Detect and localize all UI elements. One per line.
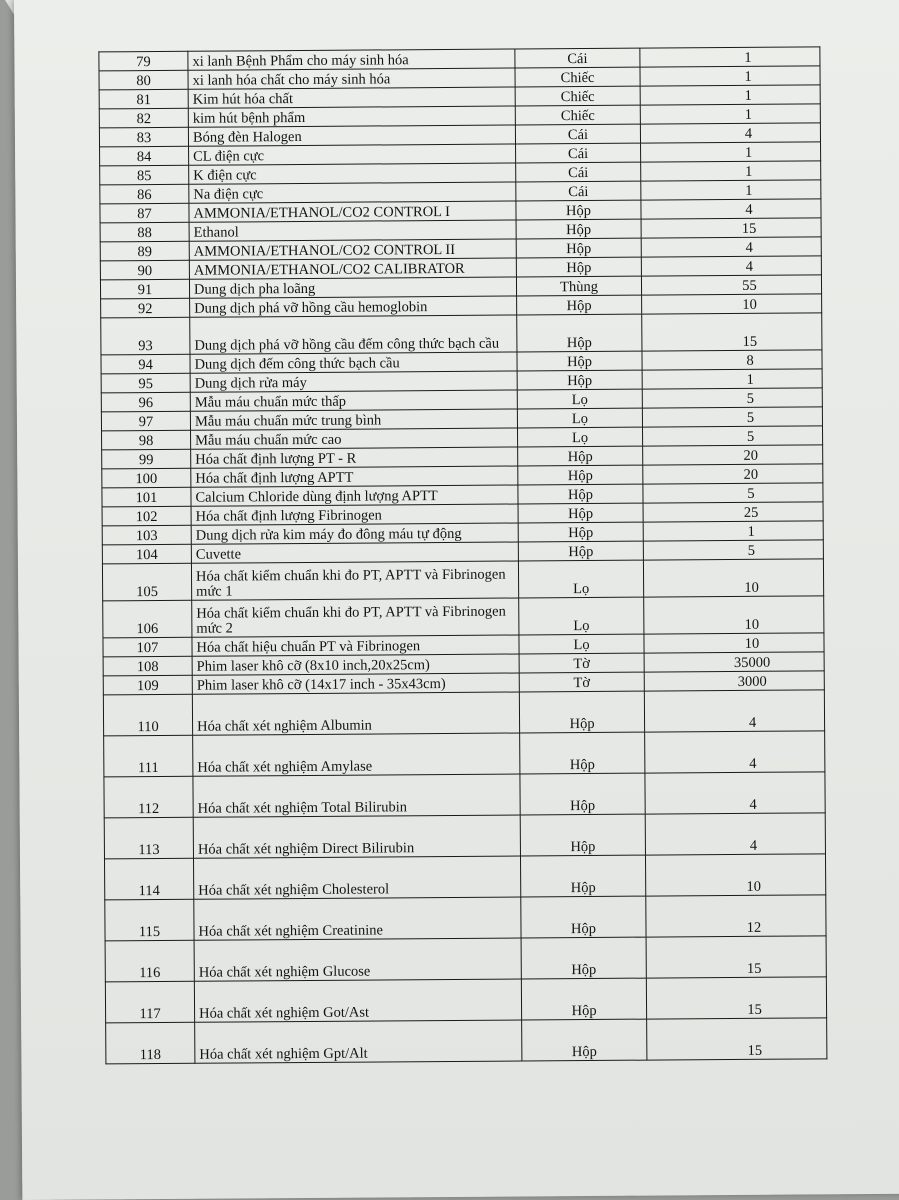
supply-table	[98, 46, 827, 1064]
item-name: Dung dịch pha loãng	[189, 277, 516, 298]
row-number: 81	[99, 89, 188, 109]
row-number: 94	[101, 354, 190, 374]
item-name: kim hút bệnh phẩm	[188, 106, 515, 127]
item-unit: Cái	[516, 162, 641, 182]
item-unit: Hộp	[516, 238, 641, 258]
item-unit: Hộp	[521, 896, 646, 938]
item-name: Hóa chất hiệu chuẩn PT và Fibrinogen	[192, 635, 519, 656]
table-row	[105, 977, 826, 1023]
item-quantity: 12	[646, 895, 826, 937]
item-name: xi lanh hóa chất cho máy sinh hóa	[188, 68, 515, 89]
table-body	[99, 47, 827, 1064]
item-quantity: 4	[641, 256, 821, 276]
item-quantity: 15	[647, 1018, 827, 1060]
row-number: 97	[101, 411, 190, 431]
item-unit: Hộp	[522, 1019, 647, 1061]
item-name: Hóa chất xét nghiệm Cholesterol	[193, 856, 520, 899]
row-number: 98	[102, 430, 191, 450]
item-quantity: 1	[642, 369, 822, 389]
row-number: 84	[100, 146, 189, 166]
row-number: 107	[103, 637, 192, 657]
row-number: 88	[100, 222, 189, 242]
item-unit: Chiếc	[515, 105, 640, 125]
row-number: 95	[101, 373, 190, 393]
item-name: Phim laser khô cỡ (8x10 inch,20x25cm)	[192, 654, 519, 675]
item-quantity: 20	[643, 445, 823, 465]
item-unit: Lọ	[517, 389, 642, 409]
item-name: Cuvette	[191, 542, 518, 563]
document-page	[14, 0, 899, 1200]
table-row	[105, 895, 826, 941]
item-quantity: 10	[643, 559, 823, 597]
item-quantity: 1	[640, 66, 820, 86]
row-number: 104	[102, 544, 191, 564]
item-name: Hóa chất xét nghiệm Direct Bilirubin	[193, 815, 520, 858]
item-name: Hóa chất định lượng APTT	[191, 466, 518, 487]
item-unit: Hộp	[520, 855, 645, 897]
row-number: 112	[104, 776, 193, 818]
item-quantity: 1	[640, 85, 820, 105]
row-number: 116	[105, 940, 194, 982]
item-name: Dung dịch rửa máy	[190, 371, 517, 392]
item-quantity: 4	[645, 813, 825, 855]
item-name: Hóa chất xét nghiệm Glucose	[194, 938, 521, 981]
item-unit: Hộp	[518, 484, 643, 504]
row-number: 115	[105, 899, 194, 941]
item-unit: Lọ	[519, 597, 644, 635]
item-unit: Hộp	[518, 522, 643, 542]
item-quantity: 10	[644, 633, 824, 653]
row-number: 106	[103, 600, 192, 638]
item-quantity: 4	[640, 123, 820, 143]
item-unit: Hộp	[518, 446, 643, 466]
item-name: AMMONIA/ETHANOL/CO2 CALIBRATOR	[189, 258, 516, 279]
item-unit: Cái	[515, 48, 640, 68]
item-name: Hóa chất kiểm chuẩn khi đo PT, APTT và Fibrinogen mức 2	[192, 598, 519, 637]
item-quantity: 20	[643, 464, 823, 484]
item-quantity: 1	[643, 521, 823, 541]
item-quantity: 15	[642, 313, 822, 351]
item-quantity: 4	[645, 731, 825, 773]
item-name: Hóa chất xét nghiệm Got/Ast	[194, 979, 521, 1022]
item-quantity: 1	[641, 180, 821, 200]
item-name: Hóa chất xét nghiệm Gpt/Alt	[195, 1020, 522, 1063]
item-unit: Cái	[515, 124, 640, 144]
row-number: 90	[100, 260, 189, 280]
item-quantity: 4	[641, 237, 821, 257]
item-name: Hóa chất định lượng Fibrinogen	[191, 504, 518, 525]
item-unit: Chiếc	[515, 86, 640, 106]
row-number: 108	[103, 656, 192, 676]
item-quantity: 10	[645, 854, 825, 896]
row-number: 85	[100, 165, 189, 185]
item-unit: Hộp	[520, 814, 645, 856]
item-quantity: 5	[642, 388, 822, 408]
item-unit: Hộp	[517, 295, 642, 315]
item-quantity: 15	[641, 218, 821, 238]
item-unit: Thùng	[516, 276, 641, 296]
row-number: 96	[101, 392, 190, 412]
item-unit: Hộp	[520, 773, 645, 815]
row-number: 118	[106, 1022, 195, 1064]
item-name: Hóa chất kiểm chuẩn khi đo PT, APTT và Fibrinogen mức 1	[191, 561, 518, 600]
row-number: 114	[104, 858, 193, 900]
row-number: 93	[101, 317, 190, 355]
item-quantity: 4	[644, 690, 824, 732]
row-number: 91	[100, 279, 189, 299]
item-unit: Hộp	[517, 314, 642, 352]
item-quantity: 1	[640, 47, 820, 67]
item-quantity: 55	[641, 275, 821, 295]
item-quantity: 3000	[644, 671, 824, 691]
item-name: Hóa chất xét nghiệm Albumin	[192, 692, 519, 735]
row-number: 102	[102, 506, 191, 526]
item-quantity: 15	[646, 936, 826, 978]
item-unit: Hộp	[517, 370, 642, 390]
item-name: Dung dịch phá vỡ hồng cầu đếm công thức bạch cầu	[190, 315, 517, 354]
item-quantity: 1	[641, 161, 821, 181]
row-number: 117	[105, 981, 194, 1023]
item-name: Kim hút hóa chất	[188, 87, 515, 108]
table-row	[104, 731, 825, 777]
item-name: CL điện cực	[189, 144, 516, 165]
item-name: xi lanh Bệnh Phẩm cho máy sinh hóa	[188, 49, 515, 70]
item-name: AMMONIA/ETHANOL/CO2 CONTROL II	[189, 239, 516, 260]
item-unit: Hộp	[516, 257, 641, 277]
table-row	[106, 1018, 827, 1064]
table-row	[103, 690, 824, 736]
item-unit: Hộp	[521, 978, 646, 1020]
table-row	[104, 854, 825, 900]
row-number: 113	[104, 817, 193, 859]
item-unit: Lọ	[518, 560, 643, 598]
item-name: Mẫu máu chuẩn mức thấp	[190, 390, 517, 411]
row-number: 103	[102, 525, 191, 545]
item-quantity: 8	[642, 350, 822, 370]
row-number: 87	[100, 203, 189, 223]
item-quantity: 5	[642, 407, 822, 427]
item-quantity: 10	[642, 294, 822, 314]
row-number: 89	[100, 241, 189, 261]
table-row	[104, 772, 825, 818]
table-row	[101, 313, 822, 355]
item-quantity: 4	[645, 772, 825, 814]
item-quantity: 10	[644, 596, 824, 634]
item-unit: Lọ	[518, 427, 643, 447]
item-unit: Tờ	[519, 653, 644, 673]
item-name: Dung dịch rửa kim máy đo đông máu tự động	[191, 523, 518, 544]
item-unit: Cái	[516, 181, 641, 201]
row-number: 80	[99, 70, 188, 90]
item-quantity: 4	[641, 199, 821, 219]
item-unit: Hộp	[517, 351, 642, 371]
item-name: Hóa chất xét nghiệm Creatinine	[194, 897, 521, 940]
item-unit: Chiếc	[515, 67, 640, 87]
item-quantity: 1	[640, 104, 820, 124]
row-number: 83	[99, 127, 188, 147]
item-unit: Lọ	[519, 634, 644, 654]
row-number: 109	[103, 675, 192, 695]
item-unit: Hộp	[516, 219, 641, 239]
item-unit: Tờ	[519, 672, 644, 692]
item-name: Hóa chất định lượng PT - R	[191, 447, 518, 468]
item-unit: Hộp	[518, 541, 643, 561]
row-number: 105	[102, 563, 191, 601]
row-number: 100	[102, 468, 191, 488]
table-row	[105, 936, 826, 982]
item-quantity: 1	[641, 142, 821, 162]
item-quantity: 5	[643, 540, 823, 560]
row-number: 86	[100, 184, 189, 204]
item-unit: Hộp	[516, 200, 641, 220]
item-quantity: 25	[643, 502, 823, 522]
item-name: Na điện cực	[189, 182, 516, 203]
item-quantity: 15	[646, 977, 826, 1019]
item-name: Calcium Chloride dùng định lượng APTT	[191, 485, 518, 506]
item-unit: Cái	[516, 143, 641, 163]
item-unit: Hộp	[518, 465, 643, 485]
item-name: Phim laser khô cỡ (14x17 inch - 35x43cm)	[192, 673, 519, 694]
item-name: Mẫu máu chuẩn mức cao	[191, 428, 518, 449]
item-name: Ethanol	[189, 220, 516, 241]
row-number: 92	[101, 298, 190, 318]
item-name: Mẫu máu chuẩn mức trung bình	[190, 409, 517, 430]
row-number: 111	[104, 735, 193, 777]
row-number: 101	[102, 487, 191, 507]
item-name: Dung dịch phá vỡ hồng cầu hemoglobin	[190, 296, 517, 317]
table-row	[103, 596, 824, 638]
item-name: Dung dịch đếm công thức bạch cầu	[190, 352, 517, 373]
row-number: 110	[103, 694, 192, 736]
item-name: Hóa chất xét nghiệm Amylase	[193, 733, 520, 776]
table-row	[102, 559, 823, 601]
table-row	[104, 813, 825, 859]
item-unit: Hộp	[518, 503, 643, 523]
item-name: Bóng đèn Halogen	[188, 125, 515, 146]
item-unit: Hộp	[521, 937, 646, 979]
row-number: 79	[99, 51, 188, 71]
item-name: Hóa chất xét nghiệm Total Bilirubin	[193, 774, 520, 817]
item-name: K điện cực	[189, 163, 516, 184]
item-unit: Hộp	[520, 732, 645, 774]
item-name: AMMONIA/ETHANOL/CO2 CONTROL I	[189, 201, 516, 222]
row-number: 99	[102, 449, 191, 469]
item-quantity: 5	[642, 426, 822, 446]
row-number: 82	[99, 108, 188, 128]
item-quantity: 35000	[644, 652, 824, 672]
item-unit: Hộp	[519, 691, 644, 733]
item-quantity: 5	[643, 483, 823, 503]
item-unit: Lọ	[517, 408, 642, 428]
